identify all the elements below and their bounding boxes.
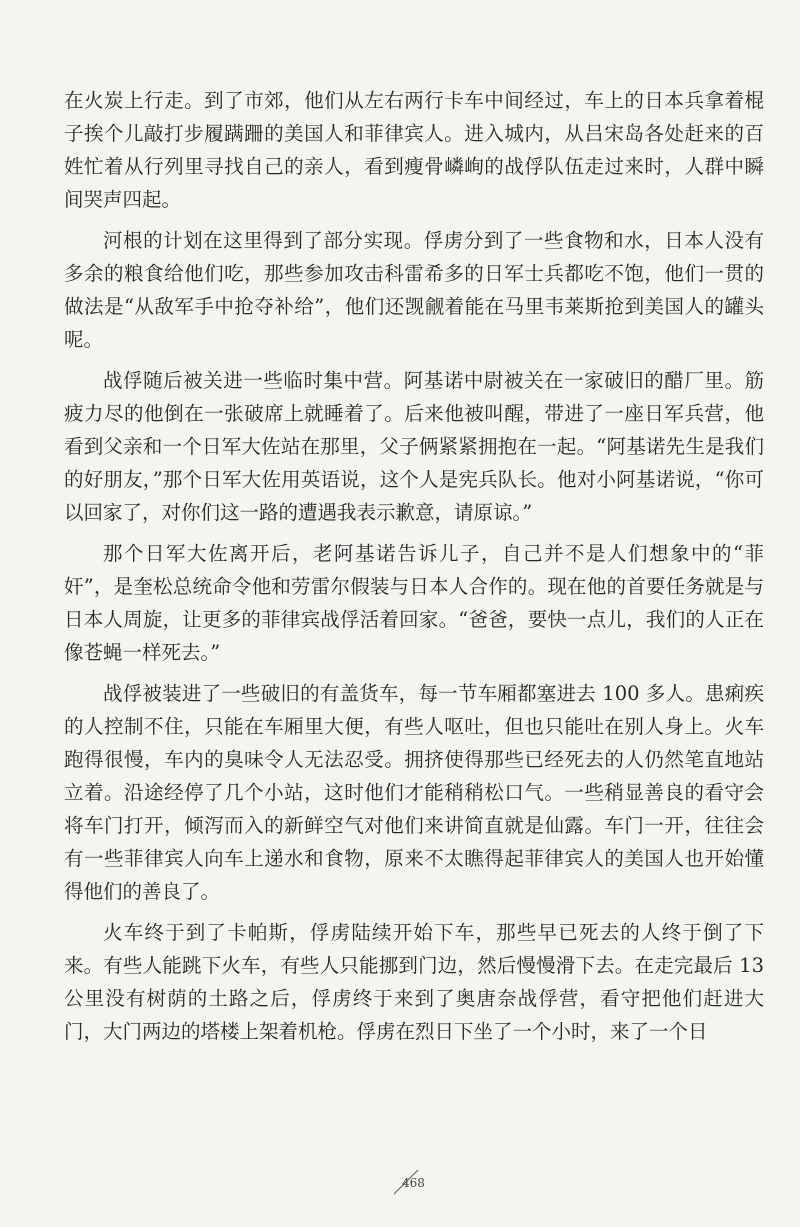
body-text (64, 84, 764, 1056)
page-number: 468 (402, 1176, 425, 1190)
paragraph-4: 那个日军大佐离开后，老阿基诺告诉儿子，自己并不是人们想象中的“菲奸”，是奎松总统命令他和劳雷尔假装与日本人合作的。现在他的首要任务就是与日本人周旋，让更多的菲律宾战俘活着回家。“爸爸，要快一点儿，我们的人正在像苍蝇一样死去。” (64, 542, 764, 664)
paragraph-5: 战俘被装进了一些破旧的有盖货车，每一节车厢都塞进去 100 多人。患痢疾的人控制不住，只能在车厢里大便，有些人呕吐，但也只能吐在别人身上。火车跑得很慢，车内的臭味令人无法忍受。拥挤使得那些已经死去的人仍然笔直地站立着。沿途经停了几个小站，这时他们才能稍稍松口气。一些稍显善良的看守会将车门打开，倾泻而入的新鲜空气对他们来讲简直就是仙露。车门一开，往往会有一些菲律宾人向车上递水和食物，原来不太瞧得起菲律宾人的美国人也开始懂得他们的善良了。 (64, 682, 764, 903)
paragraph-2: 河根的计划在这里得到了部分实现。俘虏分到了一些食物和水，日本人没有多余的粮食给他们吃，那些参加攻击科雷希多的日军士兵都吃不饱，他们一贯的做法是“从敌军手中抢夺补给”，他们还觊觎着能在马里韦莱斯抢到美国人的罐头呢。 (64, 229, 764, 351)
page-number-area (388, 1168, 448, 1198)
paragraph-6: 火车终于到了卡帕斯，俘虏陆续开始下车，那些早已死去的人终于倒了下来。有些人能跳下火车，有些人只能挪到门边，然后慢慢滑下去。在走完最后 13 公里没有树荫的土路之后，俘虏终于来到了奥唐奈战俘营，看守把他们赶进大门，大门两边的塔楼上架着机枪。俘虏在烈日下坐了一个小时，来了一个日 (64, 921, 764, 1043)
paragraph-1: 在火炭上行走。到了市郊，他们从左右两行卡车中间经过，车上的日本兵拿着棍子挨个儿敲打步履蹒跚的美国人和菲律宾人。进入城内，从吕宋岛各处赶来的百姓忙着从行列里寻找自己的亲人，看到瘦骨嶙峋的战俘队伍走过来时，人群中瞬间哭声四起。 (64, 89, 764, 211)
paragraph-3: 战俘随后被关进一些临时集中营。阿基诺中尉被关在一家破旧的醋厂里。筋疲力尽的他倒在一张破席上就睡着了。后来他被叫醒，带进了一座日军兵营，他看到父亲和一个日军大佐站在那里，父子俩紧紧拥抱在一起。“阿基诺先生是我们的好朋友，”那个日军大佐用英语说，这个人是宪兵队长。他对小阿基诺说，“你可以回家了，对你们这一路的遭遇我表示歉意，请原谅。” (64, 369, 764, 524)
